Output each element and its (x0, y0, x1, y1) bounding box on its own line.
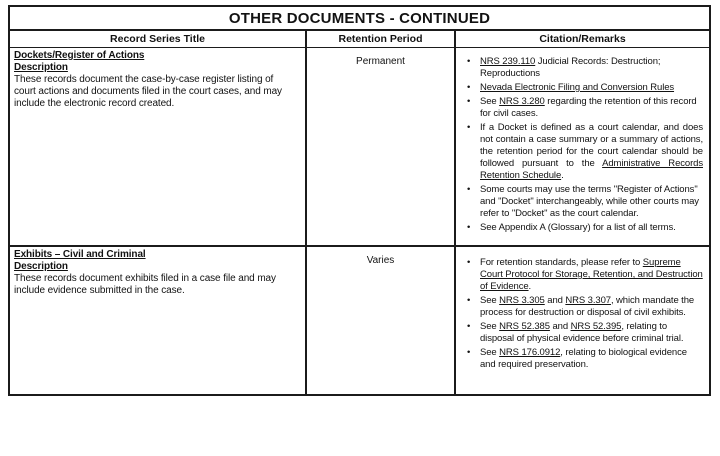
citation-text: See NRS 176.0912, relating to biological evidence and required preservation. (480, 347, 687, 370)
bullet-icon: • (467, 222, 471, 233)
column-header-retention-period: Retention Period (307, 31, 456, 47)
record-series-cell (10, 48, 307, 245)
citation-item (464, 347, 705, 371)
retention-period-cell: Varies (307, 247, 456, 394)
record-series-title: Exhibits – Civil and Criminal (14, 249, 146, 260)
citation-item (464, 82, 705, 94)
retention-period-cell: Permanent (307, 48, 456, 245)
column-header-citation-remarks: Citation/Remarks (539, 33, 626, 45)
citation-text: For retention standards, please refer to Supreme Court Protocol for Storage, Retention, and Destruction of Evidence. (480, 257, 703, 292)
citation-text: See NRS 3.280 regarding the retention of this record for civil cases. (480, 96, 697, 119)
citation-list (464, 56, 705, 234)
bullet-icon: • (467, 184, 471, 195)
citation-text: See NRS 3.305 and NRS 3.307, which mandate the process for destruction or disposal of civil exhibits. (480, 295, 695, 318)
description-text: These records document exhibits filed in a case file and may include evidence submitted in the case. (14, 273, 276, 296)
citation-item (464, 222, 705, 234)
citation-text: See NRS 52.385 and NRS 52.395, relating to disposal of physical evidence before criminal trial. (480, 321, 684, 344)
citation-item (464, 321, 705, 345)
table-title: OTHER DOCUMENTS - CONTINUED (10, 7, 709, 31)
citation-text: Some courts may use the terms "Register of Actions" and "Docket" interchangeably, while other courts may refer to "Docket" as the court calendar. (480, 184, 699, 219)
bullet-icon: • (467, 122, 471, 133)
citation-item (464, 56, 705, 80)
bullet-icon: • (467, 321, 471, 332)
citation-item (464, 184, 705, 220)
bullet-icon: • (467, 347, 471, 358)
record-series-cell (10, 247, 307, 394)
column-header-record-series-title: Record Series Title (10, 31, 307, 47)
bullet-icon: • (467, 56, 471, 67)
citation-item (464, 96, 705, 120)
bullet-icon: • (467, 96, 471, 107)
description-label: Description (14, 62, 68, 73)
description-text: These records document the case-by-case register listing of court actions and documents filed in the court cases, and may include the electronic record created. (14, 74, 282, 109)
records-table (8, 5, 711, 396)
citation-text: If a Docket is defined as a court calendar, and does not contain a case summary or a summary of actions, the retention period for the court calendar should be followed pursuant to the Administrative Records Retention Schedule. (480, 122, 703, 181)
record-series-title: Dockets/Register of Actions (14, 50, 145, 61)
table-header-row (10, 31, 709, 48)
bullet-icon: • (467, 82, 471, 93)
citation-text: See Appendix A (Glossary) for a list of all terms. (480, 222, 676, 233)
citation-list (464, 257, 705, 371)
bullet-icon: • (467, 295, 471, 306)
citation-item (464, 295, 705, 319)
citation-text: Nevada Electronic Filing and Conversion Rules (480, 82, 675, 93)
citation-item (464, 122, 705, 182)
citation-item (464, 257, 705, 293)
citation-remarks-cell (456, 247, 709, 394)
citation-text: NRS 239.110 Judicial Records: Destruction; Reproductions (480, 56, 661, 79)
citation-remarks-cell (456, 48, 709, 245)
table-row (10, 247, 709, 394)
table-row (10, 48, 709, 247)
description-label: Description (14, 261, 68, 272)
bullet-icon: • (467, 257, 471, 268)
